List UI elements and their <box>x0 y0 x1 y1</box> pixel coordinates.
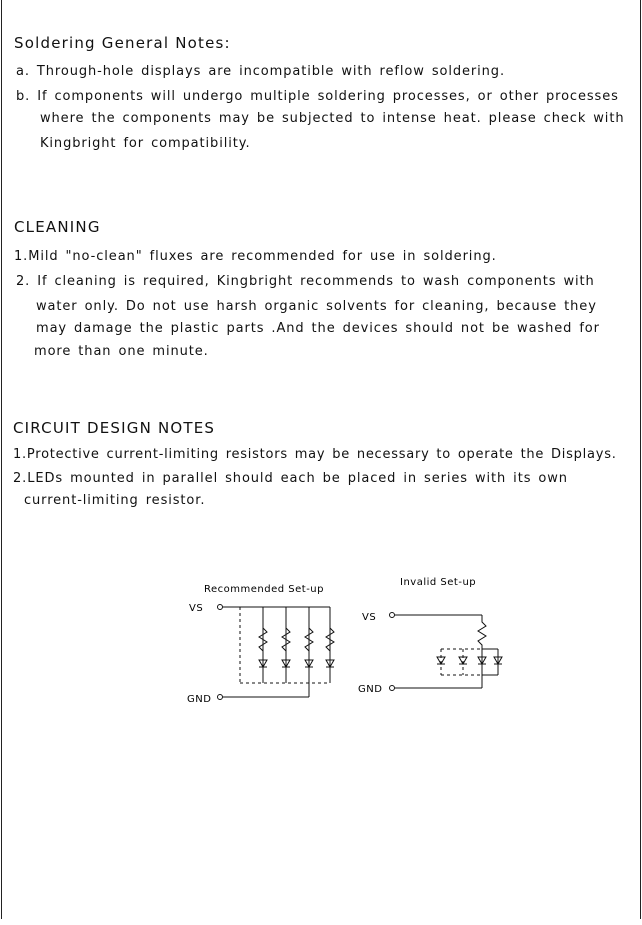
soldering-note-b-line3: Kingbright for compatibility. <box>40 136 251 151</box>
circuit-item-1: 1.Protective current-limiting resistors may be necessary to operate the Displays. <box>13 447 617 462</box>
circuit-heading: CIRCUIT DESIGN NOTES <box>13 419 216 437</box>
cleaning-item-1: 1.Mild "no-clean" fluxes are recommended for use in soldering. <box>14 249 497 264</box>
cleaning-heading: CLEANING <box>14 218 101 236</box>
cleaning-item-2-line2: water only. Do not use harsh organic solvents for cleaning, because they <box>36 299 597 314</box>
soldering-note-b-line2: where the components may be subjected to intense heat. please check with <box>40 111 625 126</box>
cleaning-item-2-line4: more than one minute. <box>34 344 209 359</box>
recommended-setup-title: Recommended Set-up <box>204 584 324 595</box>
invalid-vs-label: VS <box>362 612 377 623</box>
circuit-item-2-line1: 2.LEDs mounted in parallel should each be placed in series with its own <box>13 471 568 486</box>
invalid-gnd-label: GND <box>358 684 383 695</box>
soldering-note-b-line1: b. If components will undergo multiple soldering processes, or other processes <box>16 89 619 104</box>
recommended-gnd-label: GND <box>187 694 212 705</box>
circuit-item-2-line2: current-limiting resistor. <box>24 493 206 508</box>
cleaning-item-2-line1: 2. If cleaning is required, Kingbright recommends to wash components with <box>16 274 595 289</box>
soldering-note-a: a. Through-hole displays are incompatible with reflow soldering. <box>16 64 505 79</box>
recommended-vs-label: VS <box>189 603 204 614</box>
soldering-heading: Soldering General Notes: <box>14 34 231 52</box>
invalid-setup-title: Invalid Set-up <box>400 577 477 588</box>
cleaning-item-2-line3: may damage the plastic parts .And the devices should not be washed for <box>36 321 600 336</box>
